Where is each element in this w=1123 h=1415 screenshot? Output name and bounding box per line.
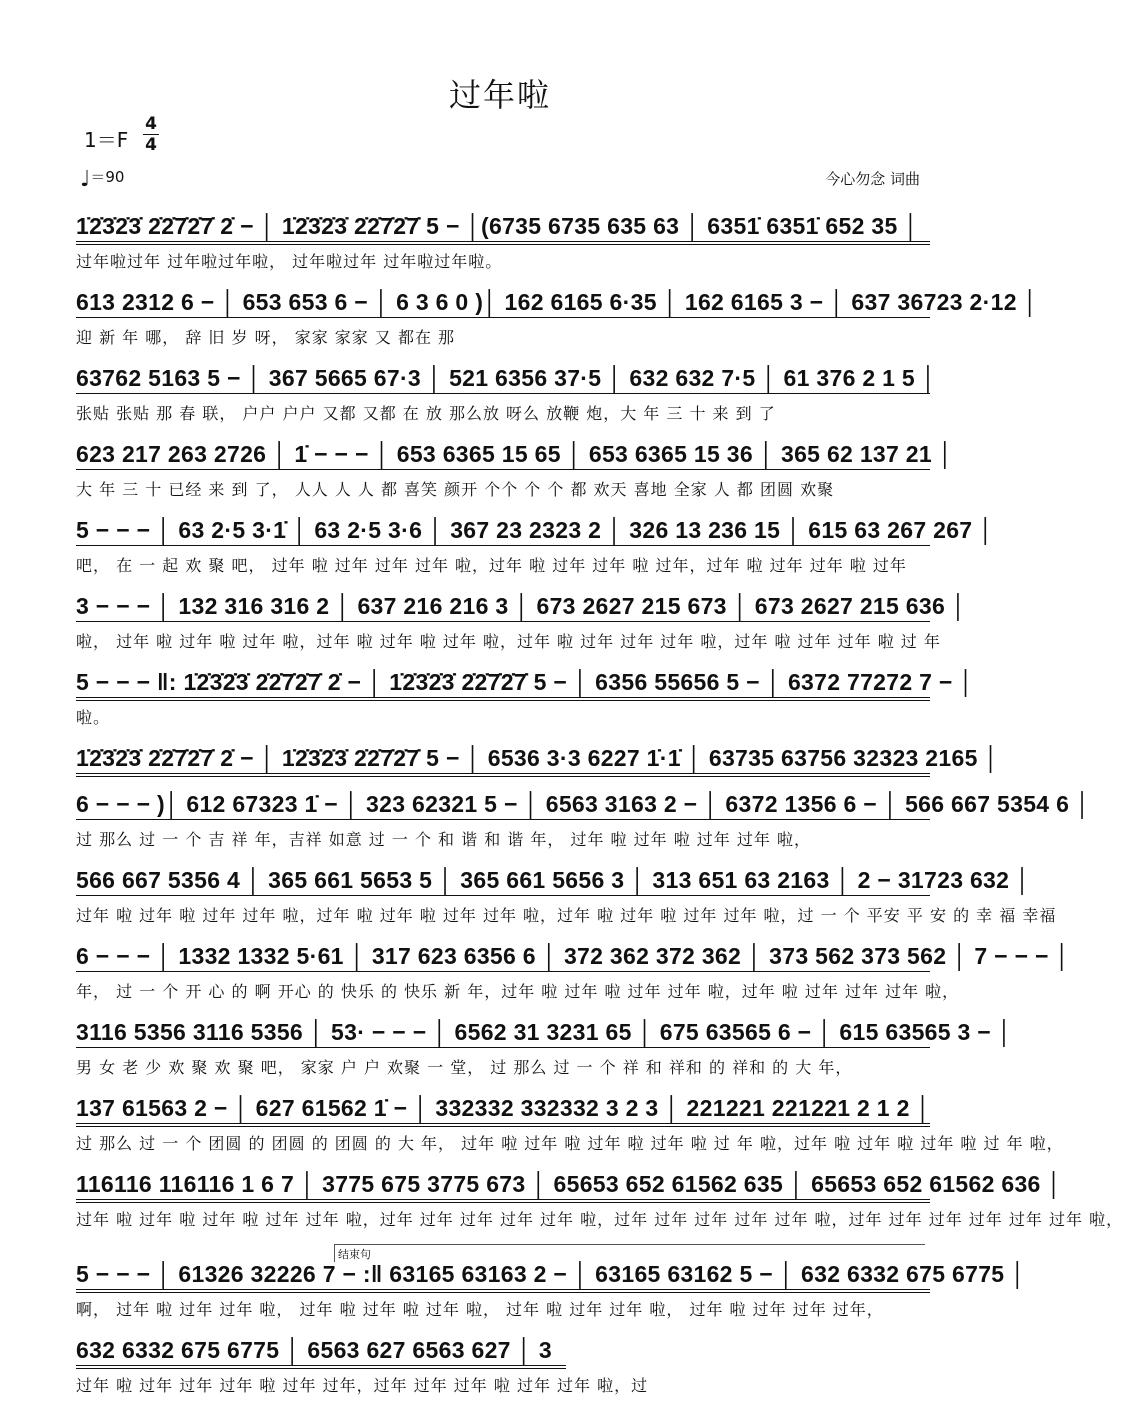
lyrics-line: 过 那么 过 一 个 团圆 的 团圆 的 团圆 的 大 年， 过年 啦 过年 啦 过年 啦 过年 啦 过 年 啦，过年 啦 过年 啦 过年 啦 过 年 啦， (76, 1134, 1064, 1153)
lyrics-line: 大 年 三 十 已经 来 到 了， 人人 人 人 都 喜笑 颜开 个个 个 个 都 欢天 喜地 全家 人 都 团圆 欢聚 (76, 480, 835, 499)
time-signature-bottom: 4 (145, 135, 157, 155)
score-system (76, 1164, 1123, 1234)
lyrics-line: 迎 新 年 哪， 辞 旧 岁 呀， 家家 家家 又 都在 那 (76, 328, 456, 347)
beam-line (76, 1199, 930, 1200)
beam-line (76, 776, 930, 777)
tempo-value: ＝90 (90, 168, 125, 186)
notation-line (76, 1254, 1026, 1298)
notation-line (76, 1330, 566, 1374)
lyrics-line: 男 女 老 少 欢 聚 欢 聚 吧， 家家 户 户 欢聚 一 堂， 过 那么 过 一 个 祥 和 祥和 的 祥和 的 大 年， (76, 1058, 853, 1077)
tempo-marking (80, 166, 124, 192)
notation-line (76, 1012, 1013, 1056)
author-credit: 今心勿念 词曲 (825, 170, 920, 188)
score-system (76, 206, 930, 276)
beam-line (76, 1123, 930, 1124)
lyrics-line: 张贴 张贴 那 春 联， 户户 户户 又都 又都 在 放 那么放 呀么 放鞭 炮，大 年 三 十 来 到 了 (76, 404, 776, 423)
notation-line (76, 434, 954, 478)
score-system (76, 1330, 649, 1400)
notation-line (76, 206, 930, 250)
notation-line (76, 358, 937, 402)
notation-text: 6 − − − │ 1332 1332 5·61 │ 317 623 6356 6 │ 372 362 372 362 │ 373 562 373 562 │ 7 − − − │ (76, 943, 1071, 969)
notation-text: 3116 5356 3116 5356 │ 53· − − − │ 6562 31 3231 65 │ 675 63565 6 − │ 615 63565 3 − │ (76, 1019, 1013, 1045)
time-signature (142, 114, 160, 155)
score-system (76, 1088, 1064, 1158)
score-system (76, 586, 967, 656)
lyrics-line: 啦。 (76, 708, 111, 727)
ending-bracket: 结束句 (334, 1244, 925, 1262)
beam-line (76, 1047, 930, 1048)
quarter-note-icon: ♩ (80, 167, 91, 192)
notation-text: 1̇2̇3̇2̇3̇ 2̇2̇7̇2̇7̇ 2̇ − │ 1̇2̇3̇2̇3̇ 2̇2̇7̇2̇7̇ 5 − │(6735 6735 635 63 │ 6351̇ 6351̇ 652 35 │ (76, 213, 919, 239)
beam-line (76, 545, 930, 546)
notation-text: 6 − − − )│ 612 67323 1̇ − │ 323 62321 5 − │ 6563 3163 2 − │ 6372 1356 6 − │ 566 667 5354 6 │ (76, 791, 1091, 817)
score-system (76, 358, 937, 428)
beam-line (76, 1289, 930, 1290)
notation-line (76, 738, 1000, 782)
notation-line (76, 586, 967, 630)
key-signature: 1＝F (84, 128, 129, 152)
notation-line (76, 662, 975, 706)
notation-text: 613 2312 6 − │ 653 653 6 − │ 6 3 6 0 )│ 162 6165 6·35 │ 162 6165 3 − │ 637 36723 2·12 │ (76, 289, 1039, 315)
notation-line (76, 1164, 1063, 1208)
notation-line (76, 860, 1031, 904)
notation-text: 5 − − − │ 61326 32226 7 − :‖ 63165 63163 2 − │ 63165 63162 5 − │ 632 6332 675 6775 │ (76, 1261, 1026, 1287)
notation-text: 1̇2̇3̇2̇3̇ 2̇2̇7̇2̇7̇ 2̇ − │ 1̇2̇3̇2̇3̇ 2̇2̇7̇2̇7̇ 5 − │ 6536 3·3 6227 1̇·1̇ │ 63735 63756 32323 2165 │ (76, 745, 1000, 771)
notation-text: 5 − − − ‖: 1̇2̇3̇2̇3̇ 2̇2̇7̇2̇7̇ 2̇ − │ 1̇2̇3̇2̇3̇ 2̇2̇7̇2̇7̇ 5 − │ 6356 55656 5 − │ 6372 77272 7 − │ (76, 669, 975, 695)
beam-line (76, 1126, 930, 1127)
lyrics-line: 过年 啦 过年 啦 过年 过年 啦，过年 啦 过年 啦 过年 过年 啦，过年 啦 过年 啦 过年 过年 啦，过 一 个 平安 平 安 的 幸 福 幸福 (76, 906, 1057, 925)
beam-line (76, 621, 930, 622)
notation-text: 116116 116116 1 6 7 │ 3775 675 3775 673 │ 65653 652 61562 635 │ 65653 652 61562 636 │ (76, 1171, 1063, 1197)
score-system (76, 434, 954, 504)
lyrics-line: 吧， 在 一 起 欢 聚 吧， 过年 啦 过年 过年 过年 啦，过年 啦 过年 过年 啦 过年，过年 啦 过年 过年 啦 过年 (76, 556, 907, 575)
beam-line (76, 244, 930, 245)
lyrics-line: 啦， 过年 啦 过年 啦 过年 啦，过年 啦 过年 啦 过年 啦，过年 啦 过年 过年 过年 啦，过年 啦 过年 过年 啦 过 年 (76, 632, 941, 651)
beam-line (76, 241, 930, 242)
score-system (76, 1012, 1013, 1082)
notation-text: 632 6332 675 6775 │ 6563 627 6563 627 │ 3 (76, 1337, 552, 1363)
lyrics-line: 过年 啦 过年 啦 过年 啦 过年 过年 啦，过年 过年 过年 过年 过年 啦，过年 过年 过年 过年 过年 啦，过年 过年 过年 过年 过年 过年 啦， (76, 1210, 1123, 1229)
beam-line (76, 971, 930, 972)
beam-line (76, 819, 930, 820)
beam-line (76, 393, 930, 394)
lyrics-line: 过年 啦 过年 过年 过年 啦 过年 过年，过年 过年 过年 啦 过年 过年 啦，过 (76, 1376, 649, 1395)
song-title: 过年啦 (448, 76, 551, 114)
notation-text: 566 667 5356 4 │ 365 661 5653 5 │ 365 661 5656 3 │ 313 651 63 2163 │ 2 − 31723 632 │ (76, 867, 1031, 893)
notation-line (76, 784, 1091, 828)
beam-line (76, 1292, 930, 1293)
score-system (76, 860, 1057, 930)
score-system (76, 784, 1091, 854)
notation-text: 63762 5163 5 − │ 367 5665 67·3 │ 521 6356 37·5 │ 632 632 7·5 │ 61 376 2 1 5 │ (76, 365, 937, 391)
beam-line (76, 469, 930, 470)
beam-line (76, 700, 930, 701)
notation-text: 137 61563 2 − │ 627 61562 1̇ − │ 332332 332332 3 2 3 │ 221221 221221 2 1 2 │ (76, 1095, 932, 1121)
beam-line (76, 773, 930, 774)
lyrics-line: 过年啦过年 过年啦过年啦， 过年啦过年 过年啦过年啦。 (76, 252, 503, 271)
lyrics-line: 年， 过 一 个 开 心 的 啊 开心 的 快乐 的 快乐 新 年，过年 啦 过年 啦 过年 过年 啦，过年 啦 过年 过年 过年 啦， (76, 982, 960, 1001)
score-system (76, 282, 1039, 352)
notation-line (76, 1088, 930, 1132)
notation-line (76, 510, 994, 554)
time-signature-top: 4 (145, 114, 157, 134)
notation-text: 623 217 263 2726 │ 1̇ − − − │ 653 6365 15 65 │ 653 6365 15 36 │ 365 62 137 21 │ (76, 441, 954, 467)
notation-line (76, 936, 1071, 980)
score-system (76, 1254, 1026, 1324)
lyrics-line: 过 那么 过 一 个 吉 祥 年，吉祥 如意 过 一 个 和 谐 和 谐 年， 过年 啦 过年 啦 过年 过年 啦， (76, 830, 811, 849)
score-system (76, 936, 1071, 1006)
lyrics-line: 啊， 过年 啦 过年 过年 啦， 过年 啦 过年 啦 过年 啦， 过年 啦 过年 过年 啦， 过年 啦 过年 过年 过年， (76, 1300, 884, 1319)
beam-line (76, 1368, 566, 1369)
score-system (76, 510, 994, 580)
score-system (76, 662, 975, 732)
beam-line (76, 1365, 566, 1366)
beam-line (76, 697, 930, 698)
beam-line (76, 317, 930, 318)
notation-text: 3 − − − │ 132 316 316 2 │ 637 216 216 3 │ 673 2627 215 673 │ 673 2627 215 636 │ (76, 593, 967, 619)
beam-line (76, 1202, 930, 1203)
notation-text: 5 − − − │ 63 2·5 3·1̇ │ 63 2·5 3·6 │ 367 23 2323 2 │ 326 13 236 15 │ 615 63 267 267 │ (76, 517, 994, 543)
notation-line (76, 282, 1039, 326)
beam-line (76, 895, 930, 896)
